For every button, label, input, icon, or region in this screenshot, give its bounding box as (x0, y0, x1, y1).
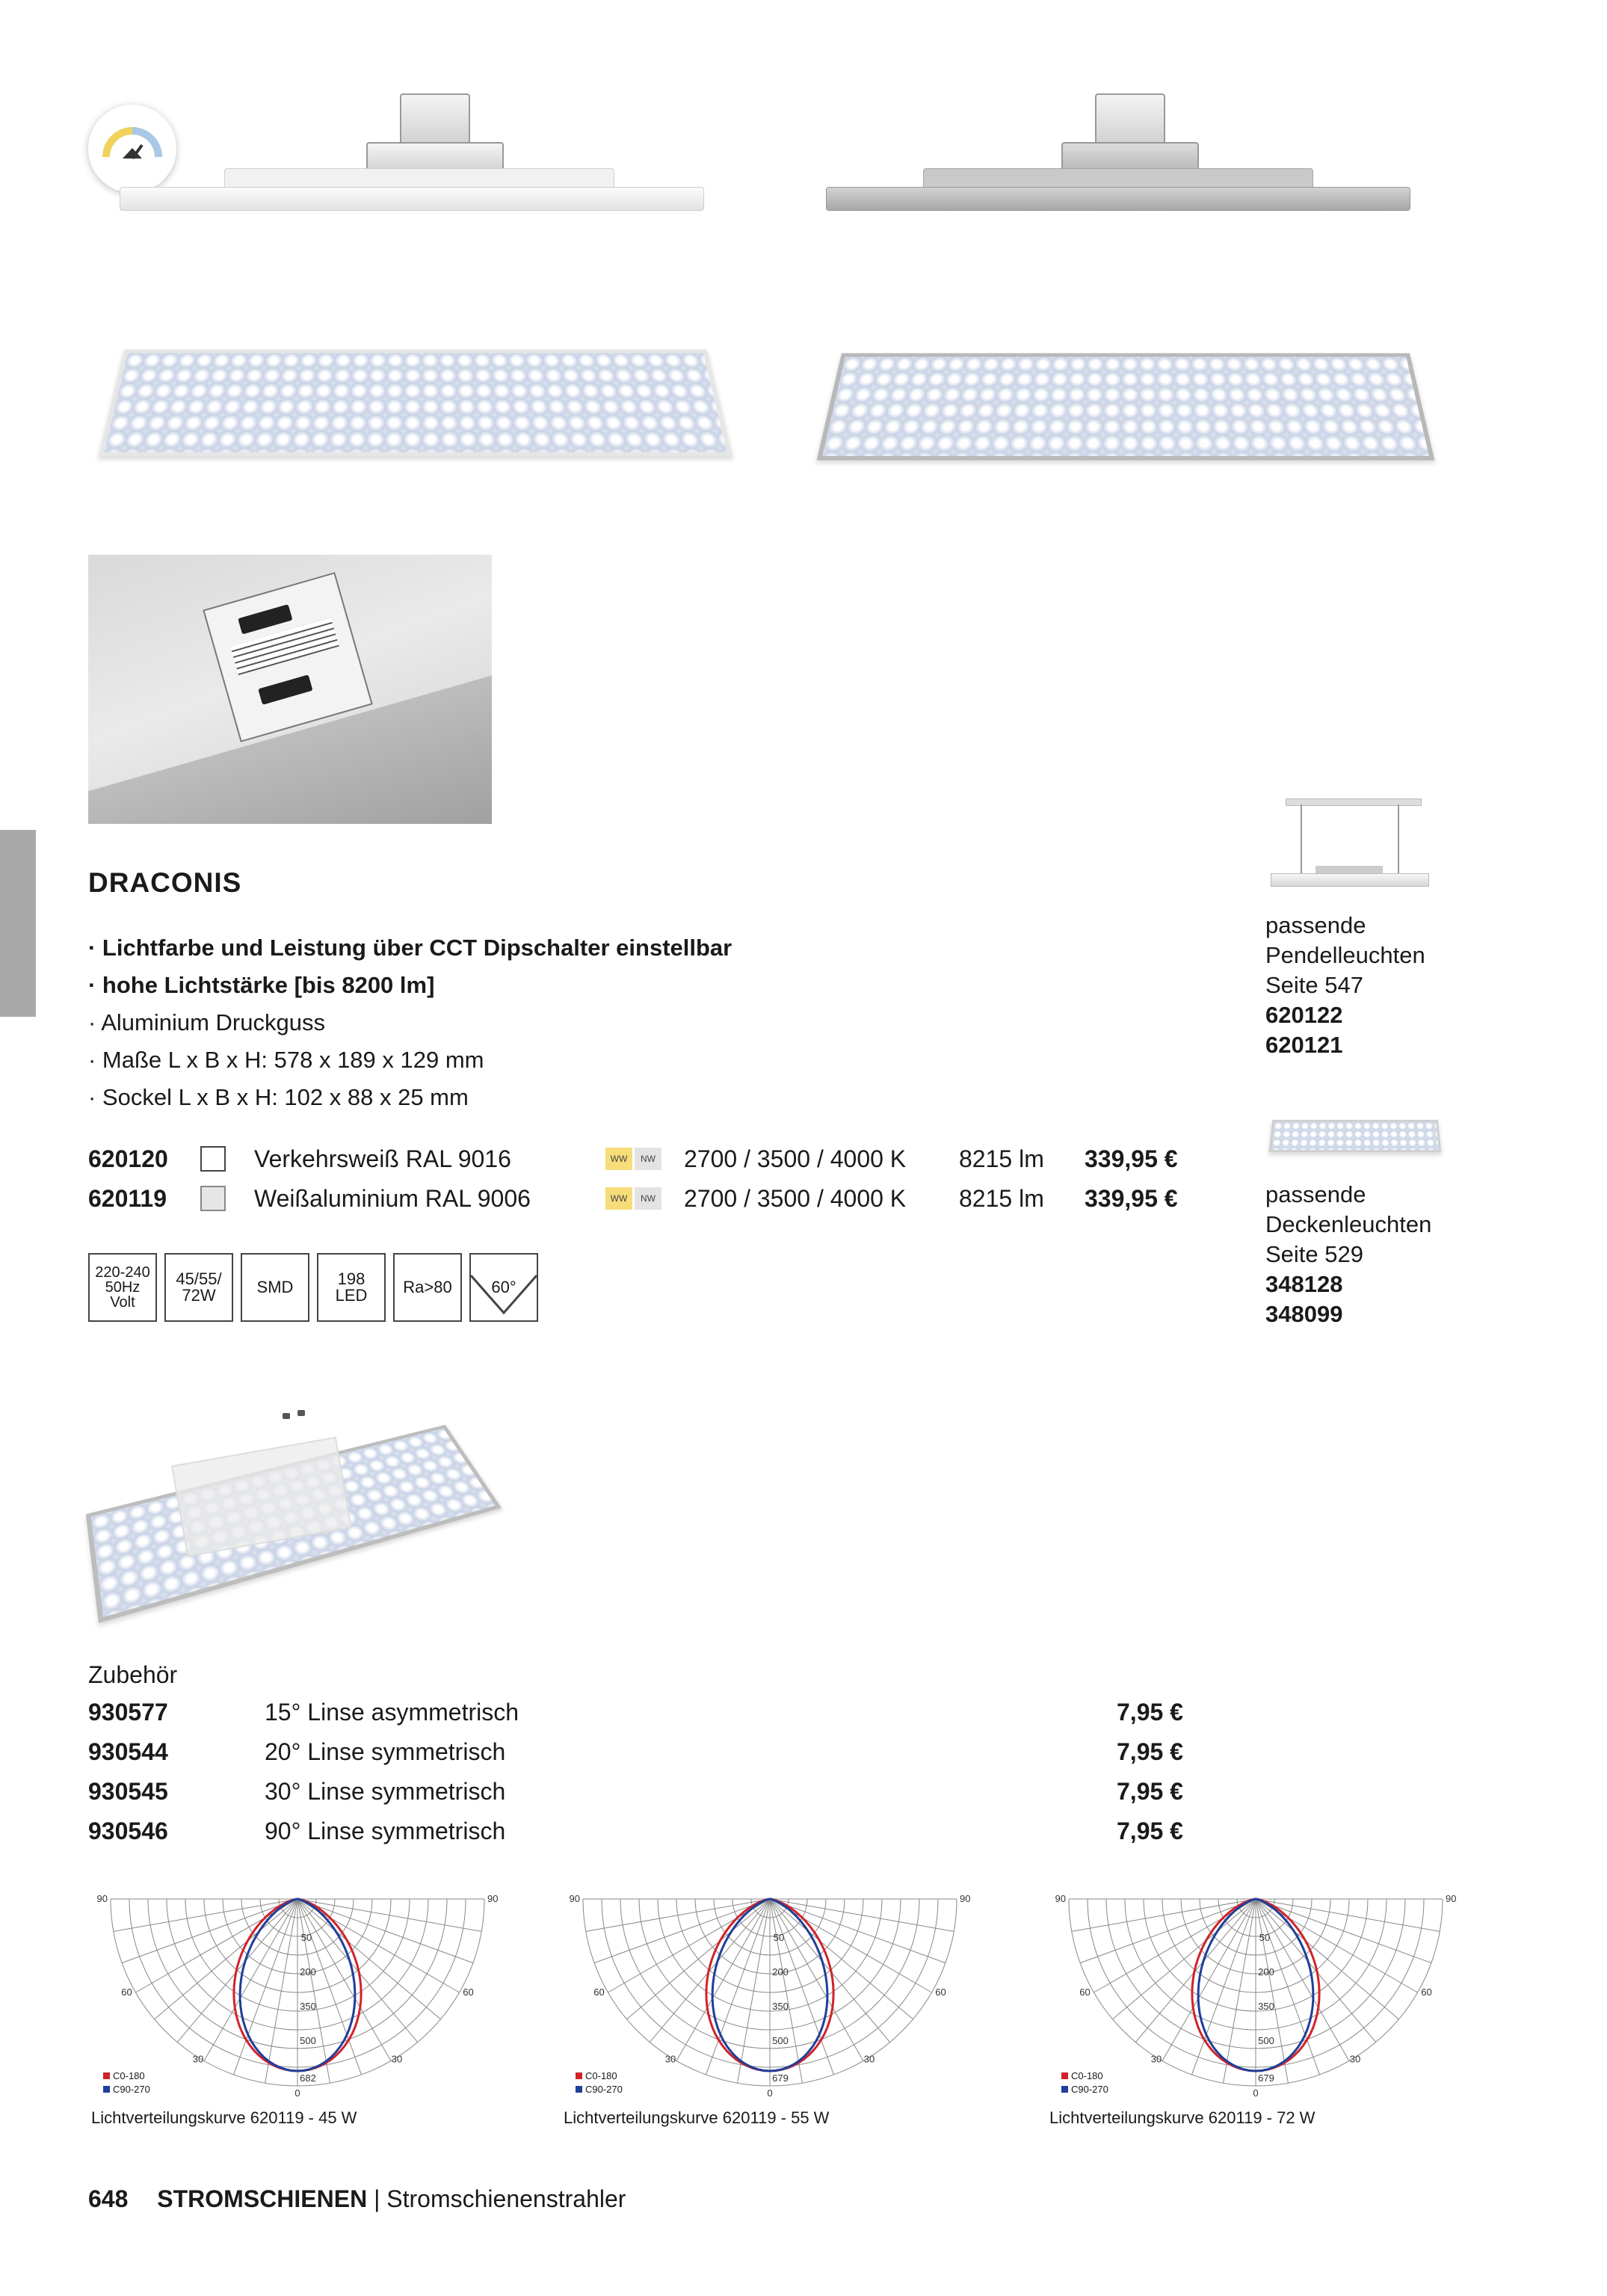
angle-label: 90 (960, 1893, 971, 1904)
angle-label: 60 (121, 1986, 132, 1998)
accessory-desc: 90° Linse symmetrisch (265, 1818, 506, 1844)
product-photo-white-side (120, 82, 710, 232)
legend-c0-swatch (1061, 2072, 1068, 2079)
ceiling-code: 348128 (1265, 1271, 1343, 1297)
lens-accessory-photo (88, 1406, 507, 1615)
polar-diagram (1046, 1884, 1465, 2101)
page-footer (88, 2185, 626, 2213)
angle-label: 60 (935, 1986, 946, 1998)
ceiling-line2: Deckenleuchten (1265, 1211, 1432, 1237)
cct-nw-badge: NW (635, 1148, 661, 1170)
smd-icon: SMD (241, 1253, 309, 1322)
legend-c0: C0-180 (585, 2070, 617, 2081)
chart-caption: Lichtverteilungskurve 620119 - 55 W (564, 2108, 830, 2127)
angle-label: 0 (1253, 2087, 1259, 2099)
product-photo-grey-panel (817, 353, 1435, 460)
price: 339,95 € (1085, 1184, 1178, 1212)
radius-label: 350 (772, 2001, 789, 2012)
angle-label: 30 (1349, 2053, 1361, 2065)
ceiling-line1: passende (1265, 1181, 1366, 1207)
pendant-line2: Pendelleuchten (1265, 942, 1425, 968)
color-name: Verkehrsweiß RAL 9016 (254, 1145, 511, 1172)
product-photo-white-panel (99, 349, 732, 456)
accessory-price: 7,95 € (1117, 1699, 1183, 1726)
feature-item: · Maße L x B x H: 578 x 189 x 129 mm (88, 1047, 484, 1073)
accessory-code: 930544 (88, 1738, 168, 1765)
angle-label: 0 (767, 2087, 773, 2099)
color-temperature: 2700 / 3500 / 4000 K (684, 1145, 907, 1172)
angle-label: 30 (664, 2053, 676, 2065)
luminous-flux: 8215 lm (959, 1145, 1044, 1172)
angle-label: 0 (294, 2087, 300, 2099)
chart-legend (103, 2069, 150, 2096)
cct-badges (605, 1148, 661, 1170)
angle-label: 30 (391, 2053, 403, 2065)
accessory-row (88, 1778, 1183, 1806)
accessory-code: 930545 (88, 1778, 168, 1805)
accessory-code: 930546 (88, 1818, 168, 1844)
pendant-code: 620122 (1265, 1002, 1343, 1028)
feature-item: · Aluminium Druckguss (88, 1009, 325, 1035)
color-swatch (200, 1186, 226, 1211)
section-title: STROMSCHIENEN (157, 2185, 368, 2212)
beam-angle-icon (469, 1253, 538, 1322)
chapter-tab (0, 830, 36, 1017)
accessory-price: 7,95 € (1117, 1738, 1183, 1765)
variant-row (88, 1184, 1189, 1213)
product-photo-grey-side (822, 82, 1413, 232)
accessory-desc: 30° Linse symmetrisch (265, 1778, 506, 1805)
radius-label: 50 (773, 1932, 785, 1943)
polar-diagram (561, 1884, 979, 2101)
cct-ww-badge: WW (605, 1187, 632, 1210)
legend-c0-swatch (103, 2072, 110, 2079)
radius-label: 200 (1258, 1966, 1274, 1978)
radius-label: 50 (1259, 1932, 1271, 1943)
frequency: 50Hz (105, 1279, 141, 1296)
polar-chart-45w (88, 1884, 507, 2131)
accessory-row (88, 1818, 1183, 1845)
cct-nw-badge: NW (635, 1187, 661, 1210)
angle-label: 90 (1446, 1893, 1457, 1904)
polar-grid (111, 1899, 484, 2086)
angle-label: 60 (593, 1986, 605, 1998)
color-temperature: 2700 / 3500 / 4000 K (684, 1184, 907, 1212)
angle-label: 30 (1150, 2053, 1162, 2065)
ceiling-code: 348099 (1265, 1301, 1343, 1327)
voltage-icon (88, 1253, 157, 1322)
max-intensity-label: 679 (1258, 2072, 1274, 2084)
chart-legend (1061, 2069, 1108, 2096)
pendant-line1: passende (1265, 912, 1366, 938)
polar-grid (1069, 1899, 1443, 2086)
voltage-range: 220-240 (95, 1264, 150, 1281)
pendant-page: Seite 547 (1265, 972, 1363, 998)
pendant-reference (1265, 911, 1425, 1060)
angle-label: 60 (1079, 1986, 1091, 1998)
legend-c0: C0-180 (1071, 2070, 1103, 2081)
legend-c90: C90-270 (585, 2084, 623, 2095)
spec-icons (88, 1253, 538, 1322)
ceiling-reference (1265, 1180, 1431, 1329)
radius-label: 50 (300, 1932, 312, 1943)
legend-c90-swatch (1061, 2086, 1068, 2093)
ceiling-page: Seite 529 (1265, 1241, 1363, 1267)
article-number: 620119 (88, 1184, 167, 1212)
variant-row (88, 1144, 1189, 1174)
max-intensity-label: 682 (300, 2072, 316, 2084)
angle-label: 60 (1421, 1986, 1432, 1998)
radius-label: 200 (300, 1966, 316, 1978)
radius-label: 500 (1258, 2035, 1274, 2046)
accessories-heading: Zubehör (88, 1661, 178, 1688)
angle-label: 90 (1055, 1893, 1066, 1904)
page-number: 648 (88, 2185, 129, 2212)
angle-label: 90 (96, 1893, 108, 1904)
color-rendering-icon: Ra>80 (393, 1253, 462, 1322)
feature-item: · Lichtfarbe und Leistung über CCT Dipschalter einstellbar (88, 935, 732, 961)
polar-chart-55w (561, 1884, 979, 2131)
price: 339,95 € (1085, 1145, 1178, 1172)
max-intensity-label: 679 (772, 2072, 789, 2084)
chart-legend (576, 2069, 623, 2096)
chart-caption: Lichtverteilungskurve 620119 - 45 W (91, 2108, 357, 2127)
footer-separator: | (374, 2185, 380, 2212)
dipswitch-photo (88, 555, 492, 824)
pendant-photo (1271, 798, 1428, 896)
angle-label: 90 (487, 1893, 499, 1904)
legend-c90-swatch (576, 2086, 582, 2093)
wattage-icon: 45/55/ 72W (164, 1253, 233, 1322)
legend-c0: C0-180 (113, 2070, 145, 2081)
radius-label: 500 (300, 2035, 316, 2046)
polar-grid (583, 1899, 957, 2086)
ceiling-photo (1269, 1120, 1442, 1152)
radius-label: 500 (772, 2035, 789, 2046)
led-count-icon: 198 LED (317, 1253, 386, 1322)
luminous-flux: 8215 lm (959, 1184, 1044, 1212)
color-swatch (200, 1146, 226, 1172)
legend-c90-swatch (103, 2086, 110, 2093)
angle-label: 90 (569, 1893, 580, 1904)
pendant-code: 620121 (1265, 1032, 1343, 1058)
beam-angle-value: 60° (491, 1278, 516, 1296)
polar-diagram (88, 1884, 507, 2101)
accessory-desc: 15° Linse asymmetrisch (265, 1699, 519, 1726)
voltage-unit: Volt (110, 1294, 135, 1311)
radius-label: 350 (1258, 2001, 1274, 2012)
article-number: 620120 (88, 1145, 168, 1172)
color-name: Weißaluminium RAL 9006 (254, 1184, 531, 1212)
feature-item: · Sockel L x B x H: 102 x 88 x 25 mm (88, 1084, 469, 1110)
feature-item: · hohe Lichtstärke [bis 8200 lm] (88, 972, 435, 998)
angle-label: 60 (463, 1986, 474, 1998)
legend-c0-swatch (576, 2072, 582, 2079)
radius-label: 350 (300, 2001, 316, 2012)
accessory-row (88, 1738, 1183, 1766)
cct-badges (605, 1187, 661, 1210)
radius-label: 200 (772, 1966, 789, 1978)
subsection-title: Stromschienenstrahler (386, 2185, 626, 2212)
accessory-row (88, 1699, 1183, 1726)
accessory-price: 7,95 € (1117, 1818, 1183, 1844)
polar-chart-72w (1046, 1884, 1465, 2131)
legend-c90: C90-270 (113, 2084, 150, 2095)
chart-caption: Lichtverteilungskurve 620119 - 72 W (1049, 2108, 1315, 2127)
angle-label: 30 (863, 2053, 875, 2065)
feature-list (88, 929, 732, 1116)
accessory-code: 930577 (88, 1699, 168, 1726)
cct-ww-badge: WW (605, 1148, 632, 1170)
angle-label: 30 (192, 2053, 204, 2065)
product-title: DRACONIS (88, 867, 242, 898)
legend-c90: C90-270 (1071, 2084, 1108, 2095)
accessory-desc: 20° Linse symmetrisch (265, 1738, 506, 1765)
accessory-price: 7,95 € (1117, 1778, 1183, 1805)
